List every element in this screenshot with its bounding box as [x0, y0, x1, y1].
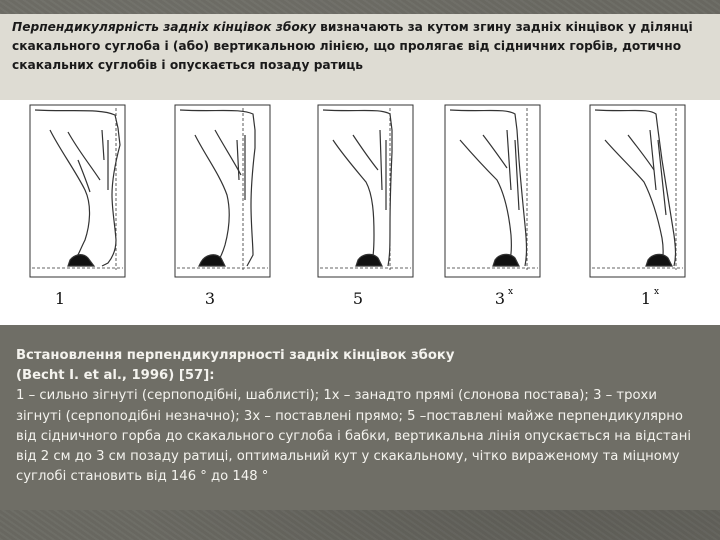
panel-labels — [55, 287, 659, 308]
header-text — [12, 18, 702, 75]
panel-label-1x-sup: x — [654, 287, 660, 297]
legs-illustration — [0, 100, 720, 325]
caption-body: 1 – сильно зігнуті (серпоподібні, шаблисті); 1х – занадто прямі (слонова постава); 3 – трохи зігнуті (серпоподібні незначно); 3х – поставлені прямо; 5 –поставлені майже перпендикулярно від сідничного горба до скакального суглоба і бабки, вертикальна лінія опускається на відстані від 2 см до 3 см позаду ратиці, оптимальний кут у скакальному, чітко вираженому та міцному суглобі становить від 146 ° до 148 ° — [16, 388, 691, 485]
leg-drawing-1 — [30, 105, 125, 277]
panel-label-1: 1 — [54, 289, 66, 308]
figure-panel — [0, 100, 720, 325]
leg-drawing-5 — [318, 105, 413, 277]
header-intro-rest: визначають за кутом згину задніх кінцівок у ділянці скакального суглоба і (або) вертикальною лінією, що пролягає від сідничних горбів, дотично скакальних суглобів і опускається позаду ратиць — [12, 20, 693, 72]
leg-drawing-3x — [445, 105, 540, 277]
leg-drawing-1x — [590, 105, 685, 277]
panel-label-3x-sup: x — [508, 287, 514, 297]
caption-title-line1: Встановлення перпендикулярності задніх кінцівок збоку — [16, 348, 455, 363]
panel-label-1x: 1 — [640, 289, 652, 308]
panel-label-5: 5 — [352, 289, 364, 308]
caption — [16, 346, 706, 487]
leg-drawing-3 — [175, 105, 270, 277]
panel-label-3: 3 — [204, 289, 216, 308]
header-intro-italic: Перпендикулярність задніх кінцівок збоку — [12, 20, 316, 34]
caption-title-line2: (Becht I. et al., 1996) [57]: — [16, 368, 215, 384]
panel-label-3x: 3 — [494, 289, 506, 308]
